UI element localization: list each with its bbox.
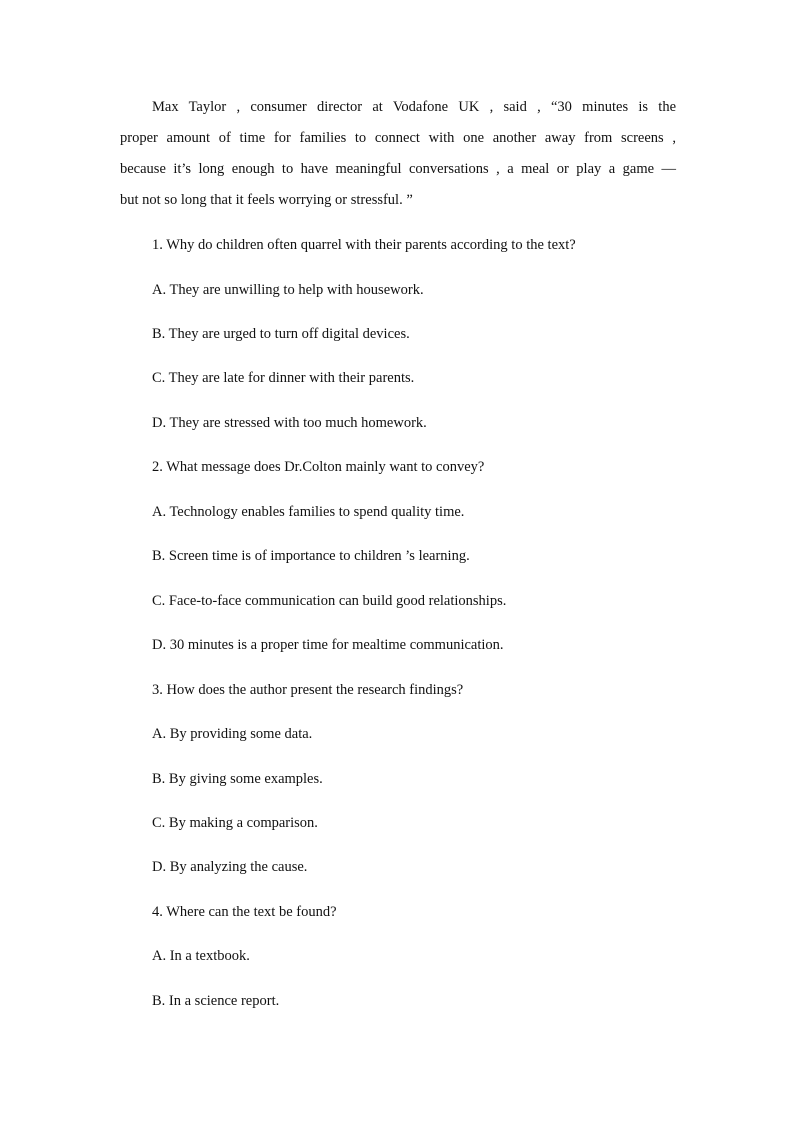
passage-line: Max Taylor , consumer director at Vodafone UK , said , “30 minutes is the (152, 99, 676, 115)
question-4-option-a: A. In a textbook. (152, 948, 250, 964)
question-2-option-b: B. Screen time is of importance to children ’s learning. (152, 548, 470, 564)
question-1-option-b: B. They are urged to turn off digital devices. (152, 326, 410, 342)
question-1-option-c: C. They are late for dinner with their parents. (152, 370, 415, 386)
question-2-option-c: C. Face-to-face communication can build good relationships. (152, 593, 507, 609)
question-4-stem: 4. Where can the text be found? (152, 904, 337, 920)
passage-line: because it’s long enough to have meaningful conversations , a meal or play a game — (120, 161, 676, 177)
question-1-option-a: A. They are unwilling to help with housework. (152, 282, 424, 298)
question-3-option-c: C. By making a comparison. (152, 815, 318, 831)
question-2-option-a: A. Technology enables families to spend quality time. (152, 504, 465, 520)
question-3-option-d: D. By analyzing the cause. (152, 859, 308, 875)
question-2-option-d: D. 30 minutes is a proper time for mealtime communication. (152, 637, 504, 653)
question-3-option-a: A. By providing some data. (152, 726, 313, 742)
question-3-stem: 3. How does the author present the research findings? (152, 682, 464, 698)
question-2-stem: 2. What message does Dr.Colton mainly want to convey? (152, 459, 485, 475)
passage-paragraph (120, 92, 676, 216)
question-4-option-b: B. In a science report. (152, 993, 280, 1009)
passage-line: proper amount of time for families to connect with one another away from screens , (120, 130, 676, 146)
passage-line: but not so long that it feels worrying or stressful. ” (120, 192, 413, 208)
question-1-option-d: D. They are stressed with too much homework. (152, 415, 427, 431)
question-1-stem: 1. Why do children often quarrel with their parents according to the text? (152, 237, 576, 253)
question-3-option-b: B. By giving some examples. (152, 771, 323, 787)
